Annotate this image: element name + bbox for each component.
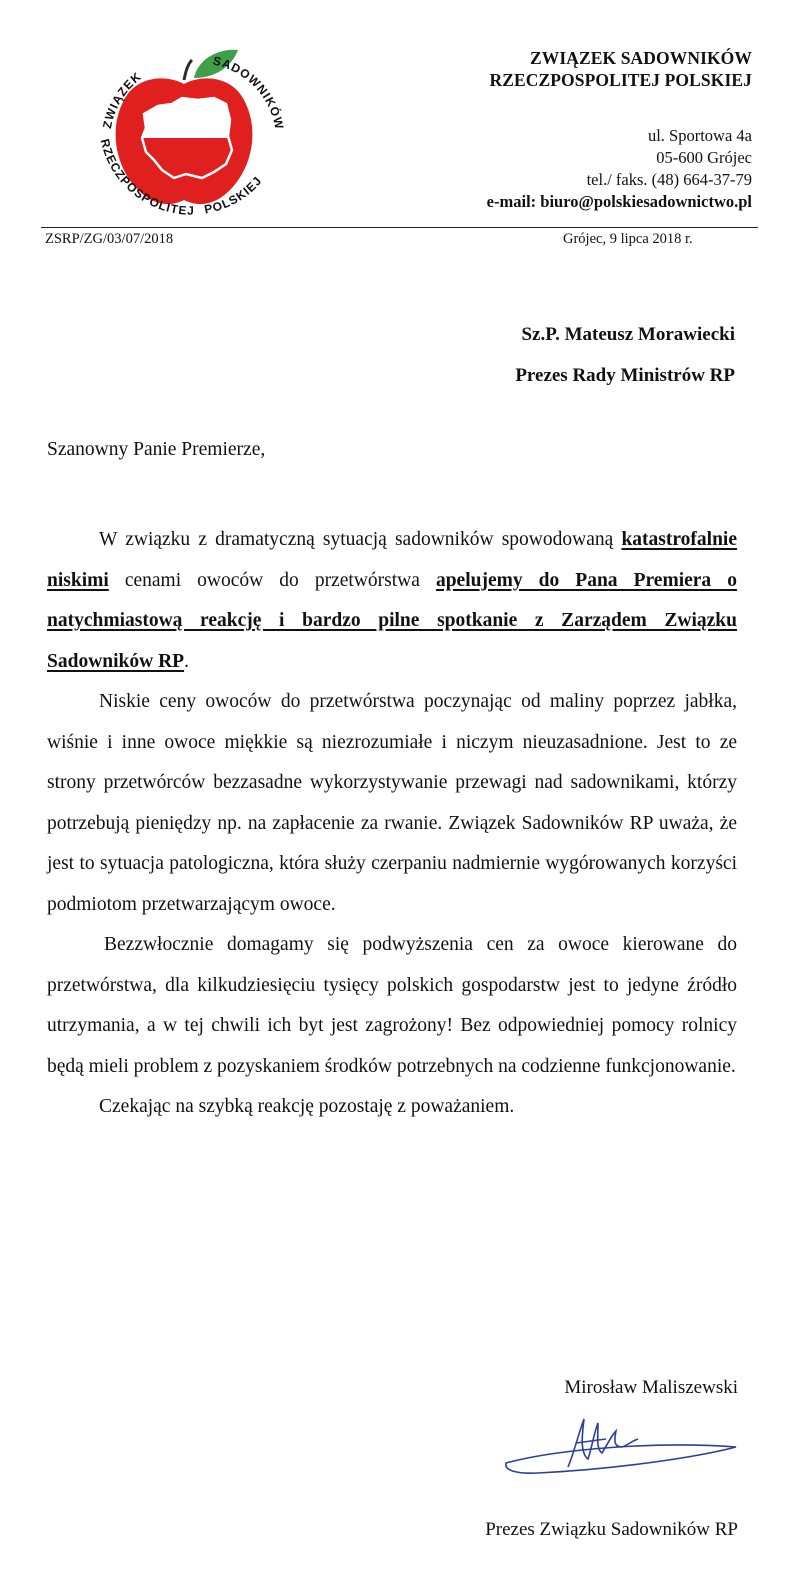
org-phone: tel./ faks. (48) 664-37-79 — [586, 170, 752, 189]
org-city: 05-600 Grójec — [656, 148, 752, 167]
stem-shape — [184, 60, 192, 80]
paragraph-1-part-a: W związku z dramatyczną sytuacją sadowników spowodowaną — [99, 529, 622, 550]
header-divider — [41, 227, 758, 228]
logo-ring-text-top-left: ZWIĄZEK — [100, 69, 145, 130]
logo-ring-text-bottom-right: POLSKIEJ — [203, 173, 265, 217]
signer-title: Prezes Związku Sadowników RP — [485, 1519, 738, 1540]
emphasis-appeal: apelujemy do Pana Premiera o natychmiastową reakcję i bardzo pilne spotkanie z Zarządem Związku Sadowników RP — [47, 569, 737, 672]
paragraph-4: Czekając na szybką reakcję pozostaję z poważaniem. — [99, 1096, 515, 1117]
logo-ring-text-top-right: SADOWNIKÓW — [211, 53, 287, 131]
logo-ring-text-bottom-left: RZECZPOSPOLITEJ — [97, 137, 195, 218]
organization-logo — [80, 40, 295, 230]
paragraph-1-part-e: . — [184, 650, 189, 672]
reference-number: ZSRP/ZG/03/07/2018 — [45, 231, 174, 247]
paragraph-1 — [47, 520, 737, 682]
recipient-title: Prezes Rady Ministrów RP — [515, 365, 735, 386]
paragraph-1-part-c: cenami owoców do przetwórstwa — [108, 569, 436, 591]
emphasis-low-prices: katastrofalnie niskimi — [47, 529, 737, 591]
org-name-line1: ZWIĄZEK SADOWNIKÓW — [529, 48, 752, 68]
paragraph-2: Niskie ceny owoców do przetwórstwa poczynając od maliny poprzez jabłka, wiśnie i inne owoce miękkie są niezrozumiałe i niczym nieuzasadnione. Jest to ze strony przetwórców bezzasadne wykorzystywanie przewagi nad sadownikami, którzy potrzebują pieniędzy np. na zapłacenie za rwanie. Związek Sadowników RP uważa, że jest to sytuacja patologiczna, która służy czerpaniu nadmiernie wygórowanych korzyści podmiotom przetwarzającym owoce. — [47, 691, 737, 915]
paragraph-3: Bezzwłocznie domagamy się podwyższenia cen za owoce kierowane do przetwórstwa, dla kilkudziesięciu tysięcy polskich gospodarstw jest to jedyne źródło utrzymania, a w tej chwili ich byt jest zagrożony! Bez odpowiedniej pomocy rolnicy będą mieli problem z pozyskaniem środków potrzebnych na codzienne funkcjonowanie. — [47, 934, 737, 1077]
recipient-block — [515, 314, 735, 396]
handwritten-signature — [498, 1413, 744, 1493]
org-email: e-mail: biuro@polskiesadownictwo.pl — [486, 192, 752, 211]
salutation: Szanowny Panie Premierze, — [47, 439, 266, 460]
org-street: ul. Sportowa 4a — [647, 126, 752, 145]
org-name-line2: RZECZPOSPOLITEJ POLSKIEJ — [489, 70, 752, 90]
signer-name: Mirosław Maliszewski — [564, 1377, 738, 1398]
letter-date: Grójec, 9 lipca 2018 r. — [563, 231, 693, 247]
letterhead — [487, 47, 752, 213]
recipient-name: Sz.P. Mateusz Morawiecki — [521, 324, 735, 345]
letter-body — [47, 520, 737, 1128]
